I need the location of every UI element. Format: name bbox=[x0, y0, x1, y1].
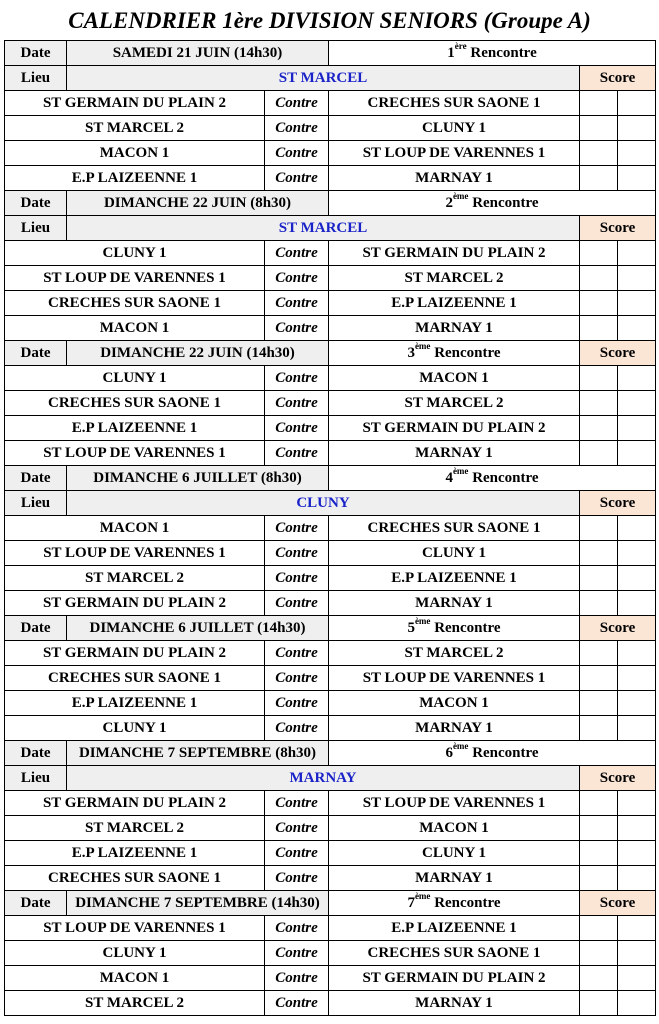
home-team: ST MARCEL 2 bbox=[5, 566, 265, 591]
away-score-cell[interactable] bbox=[618, 366, 656, 391]
away-score-cell[interactable] bbox=[618, 816, 656, 841]
ordinal-suffix: ème bbox=[414, 891, 431, 901]
rencontre-label: 1ère Rencontre bbox=[329, 41, 656, 66]
away-team: ST GERMAIN DU PLAIN 2 bbox=[329, 241, 580, 266]
home-score-cell[interactable] bbox=[580, 566, 618, 591]
away-score-cell[interactable] bbox=[618, 991, 656, 1016]
home-score-cell[interactable] bbox=[580, 316, 618, 341]
home-score-cell[interactable] bbox=[580, 266, 618, 291]
away-team: ST GERMAIN DU PLAIN 2 bbox=[329, 416, 580, 441]
ordinal-suffix: ème bbox=[414, 341, 431, 351]
versus-label: Contre bbox=[265, 141, 329, 166]
home-team: ST GERMAIN DU PLAIN 2 bbox=[5, 641, 265, 666]
away-score-cell[interactable] bbox=[618, 316, 656, 341]
date-label: Date bbox=[5, 741, 67, 766]
match-row bbox=[5, 116, 656, 141]
match-row bbox=[5, 591, 656, 616]
rencontre-label: 3ème Rencontre bbox=[329, 341, 580, 366]
away-team: ST LOUP DE VARENNES 1 bbox=[329, 666, 580, 691]
match-row bbox=[5, 916, 656, 941]
home-score-cell[interactable] bbox=[580, 716, 618, 741]
date-label: Date bbox=[5, 341, 67, 366]
rencontre-label: 6ème Rencontre bbox=[329, 741, 656, 766]
versus-label: Contre bbox=[265, 441, 329, 466]
home-team: MACON 1 bbox=[5, 516, 265, 541]
versus-label: Contre bbox=[265, 566, 329, 591]
match-row bbox=[5, 391, 656, 416]
away-score-cell[interactable] bbox=[618, 391, 656, 416]
away-team: MARNAY 1 bbox=[329, 716, 580, 741]
versus-label: Contre bbox=[265, 666, 329, 691]
away-team: MACON 1 bbox=[329, 816, 580, 841]
versus-label: Contre bbox=[265, 516, 329, 541]
home-team: ST LOUP DE VARENNES 1 bbox=[5, 266, 265, 291]
away-score-cell[interactable] bbox=[618, 916, 656, 941]
date-row bbox=[5, 341, 656, 366]
versus-label: Contre bbox=[265, 316, 329, 341]
home-team: ST MARCEL 2 bbox=[5, 816, 265, 841]
match-row bbox=[5, 991, 656, 1016]
match-row bbox=[5, 691, 656, 716]
match-row bbox=[5, 541, 656, 566]
match-row bbox=[5, 791, 656, 816]
match-date: DIMANCHE 6 JUILLET (14h30) bbox=[67, 616, 329, 641]
match-row bbox=[5, 366, 656, 391]
home-score-cell[interactable] bbox=[580, 416, 618, 441]
ordinal-suffix: ème bbox=[452, 741, 469, 751]
match-row bbox=[5, 91, 656, 116]
home-score-cell[interactable] bbox=[580, 166, 618, 191]
versus-label: Contre bbox=[265, 91, 329, 116]
away-team: CRECHES SUR SAONE 1 bbox=[329, 516, 580, 541]
away-score-cell[interactable] bbox=[618, 716, 656, 741]
score-header: Score bbox=[580, 616, 656, 641]
away-score-cell[interactable] bbox=[618, 941, 656, 966]
score-header: Score bbox=[580, 216, 656, 241]
lieu-label: Lieu bbox=[5, 66, 67, 91]
lieu-label: Lieu bbox=[5, 216, 67, 241]
venue-name: MARNAY bbox=[67, 766, 580, 791]
match-row bbox=[5, 566, 656, 591]
home-score-cell[interactable] bbox=[580, 591, 618, 616]
versus-label: Contre bbox=[265, 591, 329, 616]
versus-label: Contre bbox=[265, 816, 329, 841]
date-label: Date bbox=[5, 41, 67, 66]
home-team: ST GERMAIN DU PLAIN 2 bbox=[5, 591, 265, 616]
match-row bbox=[5, 141, 656, 166]
away-score-cell[interactable] bbox=[618, 591, 656, 616]
ordinal-suffix: ème bbox=[452, 191, 469, 201]
home-team: E.P LAIZEENNE 1 bbox=[5, 691, 265, 716]
rencontre-label: 7ème Rencontre bbox=[329, 891, 580, 916]
away-team: MARNAY 1 bbox=[329, 166, 580, 191]
home-score-cell[interactable] bbox=[580, 866, 618, 891]
match-row bbox=[5, 441, 656, 466]
home-score-cell[interactable] bbox=[580, 241, 618, 266]
away-score-cell[interactable] bbox=[618, 666, 656, 691]
away-score-cell[interactable] bbox=[618, 566, 656, 591]
venue-name: CLUNY bbox=[67, 491, 580, 516]
away-team: ST GERMAIN DU PLAIN 2 bbox=[329, 966, 580, 991]
away-team: CRECHES SUR SAONE 1 bbox=[329, 91, 580, 116]
away-score-cell[interactable] bbox=[618, 641, 656, 666]
away-score-cell[interactable] bbox=[618, 166, 656, 191]
match-date: DIMANCHE 7 SEPTEMBRE (8h30) bbox=[67, 741, 329, 766]
away-team: ST MARCEL 2 bbox=[329, 391, 580, 416]
match-row bbox=[5, 666, 656, 691]
away-team: MARNAY 1 bbox=[329, 441, 580, 466]
away-team: CRECHES SUR SAONE 1 bbox=[329, 941, 580, 966]
venue-name: ST MARCEL bbox=[67, 216, 580, 241]
match-row bbox=[5, 716, 656, 741]
home-score-cell[interactable] bbox=[580, 91, 618, 116]
home-score-cell[interactable] bbox=[580, 391, 618, 416]
versus-label: Contre bbox=[265, 916, 329, 941]
home-team: CLUNY 1 bbox=[5, 716, 265, 741]
home-team: CRECHES SUR SAONE 1 bbox=[5, 666, 265, 691]
ordinal-suffix: ème bbox=[414, 616, 431, 626]
home-team: CLUNY 1 bbox=[5, 366, 265, 391]
versus-label: Contre bbox=[265, 166, 329, 191]
match-row bbox=[5, 516, 656, 541]
home-team: MACON 1 bbox=[5, 316, 265, 341]
lieu-label: Lieu bbox=[5, 766, 67, 791]
home-team: CRECHES SUR SAONE 1 bbox=[5, 391, 265, 416]
date-row bbox=[5, 41, 656, 66]
lieu-row bbox=[5, 491, 656, 516]
away-score-cell[interactable] bbox=[618, 141, 656, 166]
home-score-cell[interactable] bbox=[580, 916, 618, 941]
versus-label: Contre bbox=[265, 541, 329, 566]
rencontre-label: 5ème Rencontre bbox=[329, 616, 580, 641]
match-date: DIMANCHE 22 JUIN (8h30) bbox=[67, 191, 329, 216]
score-header: Score bbox=[580, 766, 656, 791]
versus-label: Contre bbox=[265, 791, 329, 816]
home-score-cell[interactable] bbox=[580, 641, 618, 666]
match-row bbox=[5, 316, 656, 341]
home-score-cell[interactable] bbox=[580, 966, 618, 991]
score-header: Score bbox=[580, 491, 656, 516]
home-score-cell[interactable] bbox=[580, 691, 618, 716]
away-score-cell[interactable] bbox=[618, 291, 656, 316]
home-score-cell[interactable] bbox=[580, 791, 618, 816]
home-team: E.P LAIZEENNE 1 bbox=[5, 841, 265, 866]
home-team: CRECHES SUR SAONE 1 bbox=[5, 866, 265, 891]
home-team: ST LOUP DE VARENNES 1 bbox=[5, 541, 265, 566]
versus-label: Contre bbox=[265, 941, 329, 966]
home-score-cell[interactable] bbox=[580, 541, 618, 566]
match-row bbox=[5, 841, 656, 866]
match-date: SAMEDI 21 JUIN (14h30) bbox=[67, 41, 329, 66]
away-score-cell[interactable] bbox=[618, 116, 656, 141]
home-team: ST MARCEL 2 bbox=[5, 116, 265, 141]
home-score-cell[interactable] bbox=[580, 116, 618, 141]
match-row bbox=[5, 291, 656, 316]
versus-label: Contre bbox=[265, 991, 329, 1016]
away-team: ST LOUP DE VARENNES 1 bbox=[329, 141, 580, 166]
home-team: CLUNY 1 bbox=[5, 241, 265, 266]
match-date: DIMANCHE 22 JUIN (14h30) bbox=[67, 341, 329, 366]
home-team: E.P LAIZEENNE 1 bbox=[5, 416, 265, 441]
away-score-cell[interactable] bbox=[618, 516, 656, 541]
versus-label: Contre bbox=[265, 841, 329, 866]
match-row bbox=[5, 641, 656, 666]
away-team: E.P LAIZEENNE 1 bbox=[329, 566, 580, 591]
away-team: MARNAY 1 bbox=[329, 991, 580, 1016]
away-score-cell[interactable] bbox=[618, 966, 656, 991]
match-date: DIMANCHE 6 JUILLET (8h30) bbox=[67, 466, 329, 491]
rencontre-label: 4ème Rencontre bbox=[329, 466, 656, 491]
home-score-cell[interactable] bbox=[580, 841, 618, 866]
date-label: Date bbox=[5, 466, 67, 491]
match-row bbox=[5, 816, 656, 841]
away-team: E.P LAIZEENNE 1 bbox=[329, 291, 580, 316]
versus-label: Contre bbox=[265, 416, 329, 441]
home-team: ST MARCEL 2 bbox=[5, 991, 265, 1016]
home-team: ST LOUP DE VARENNES 1 bbox=[5, 441, 265, 466]
away-team: E.P LAIZEENNE 1 bbox=[329, 916, 580, 941]
date-label: Date bbox=[5, 891, 67, 916]
versus-label: Contre bbox=[265, 691, 329, 716]
schedule-table bbox=[4, 40, 656, 1016]
away-team: ST MARCEL 2 bbox=[329, 266, 580, 291]
page-title: CALENDRIER 1ère DIVISION SENIORS (Groupe A) bbox=[68, 8, 591, 33]
away-team: ST MARCEL 2 bbox=[329, 641, 580, 666]
home-score-cell[interactable] bbox=[580, 441, 618, 466]
home-team: CLUNY 1 bbox=[5, 941, 265, 966]
home-score-cell[interactable] bbox=[580, 516, 618, 541]
match-row bbox=[5, 416, 656, 441]
home-score-cell[interactable] bbox=[580, 366, 618, 391]
match-row bbox=[5, 266, 656, 291]
away-team: CLUNY 1 bbox=[329, 116, 580, 141]
ordinal-suffix: ème bbox=[452, 466, 469, 476]
match-row bbox=[5, 966, 656, 991]
date-row bbox=[5, 741, 656, 766]
home-team: ST GERMAIN DU PLAIN 2 bbox=[5, 791, 265, 816]
home-score-cell[interactable] bbox=[580, 666, 618, 691]
versus-label: Contre bbox=[265, 116, 329, 141]
date-label: Date bbox=[5, 191, 67, 216]
home-score-cell[interactable] bbox=[580, 941, 618, 966]
home-score-cell[interactable] bbox=[580, 141, 618, 166]
match-row bbox=[5, 166, 656, 191]
away-score-cell[interactable] bbox=[618, 91, 656, 116]
versus-label: Contre bbox=[265, 966, 329, 991]
away-score-cell[interactable] bbox=[618, 791, 656, 816]
away-team: ST LOUP DE VARENNES 1 bbox=[329, 791, 580, 816]
home-team: MACON 1 bbox=[5, 141, 265, 166]
away-score-cell[interactable] bbox=[618, 691, 656, 716]
away-score-cell[interactable] bbox=[618, 416, 656, 441]
home-score-cell[interactable] bbox=[580, 291, 618, 316]
score-header: Score bbox=[580, 891, 656, 916]
away-team: CLUNY 1 bbox=[329, 841, 580, 866]
lieu-row bbox=[5, 216, 656, 241]
versus-label: Contre bbox=[265, 716, 329, 741]
home-team: E.P LAIZEENNE 1 bbox=[5, 166, 265, 191]
lieu-row bbox=[5, 66, 656, 91]
home-score-cell[interactable] bbox=[580, 991, 618, 1016]
rencontre-label: 2ème Rencontre bbox=[329, 191, 656, 216]
date-row bbox=[5, 466, 656, 491]
away-team: MARNAY 1 bbox=[329, 866, 580, 891]
away-team: MARNAY 1 bbox=[329, 316, 580, 341]
home-team: MACON 1 bbox=[5, 966, 265, 991]
away-score-cell[interactable] bbox=[618, 866, 656, 891]
home-team: ST LOUP DE VARENNES 1 bbox=[5, 916, 265, 941]
versus-label: Contre bbox=[265, 866, 329, 891]
versus-label: Contre bbox=[265, 241, 329, 266]
home-score-cell[interactable] bbox=[580, 816, 618, 841]
away-score-cell[interactable] bbox=[618, 841, 656, 866]
versus-label: Contre bbox=[265, 266, 329, 291]
versus-label: Contre bbox=[265, 391, 329, 416]
date-row bbox=[5, 891, 656, 916]
ordinal-suffix: ère bbox=[454, 41, 467, 51]
score-header: Score bbox=[580, 341, 656, 366]
versus-label: Contre bbox=[265, 366, 329, 391]
match-row bbox=[5, 941, 656, 966]
away-score-cell[interactable] bbox=[618, 541, 656, 566]
match-row bbox=[5, 241, 656, 266]
lieu-row bbox=[5, 766, 656, 791]
away-team: MARNAY 1 bbox=[329, 591, 580, 616]
lieu-label: Lieu bbox=[5, 491, 67, 516]
away-score-cell[interactable] bbox=[618, 441, 656, 466]
away-score-cell[interactable] bbox=[618, 266, 656, 291]
match-row bbox=[5, 866, 656, 891]
versus-label: Contre bbox=[265, 641, 329, 666]
date-label: Date bbox=[5, 616, 67, 641]
date-row bbox=[5, 616, 656, 641]
home-team: CRECHES SUR SAONE 1 bbox=[5, 291, 265, 316]
away-score-cell[interactable] bbox=[618, 241, 656, 266]
away-team: MACON 1 bbox=[329, 366, 580, 391]
score-header: Score bbox=[580, 66, 656, 91]
date-row bbox=[5, 191, 656, 216]
away-team: MACON 1 bbox=[329, 691, 580, 716]
match-date: DIMANCHE 7 SEPTEMBRE (14h30) bbox=[67, 891, 329, 916]
away-team: CLUNY 1 bbox=[329, 541, 580, 566]
versus-label: Contre bbox=[265, 291, 329, 316]
venue-name: ST MARCEL bbox=[67, 66, 580, 91]
home-team: ST GERMAIN DU PLAIN 2 bbox=[5, 91, 265, 116]
